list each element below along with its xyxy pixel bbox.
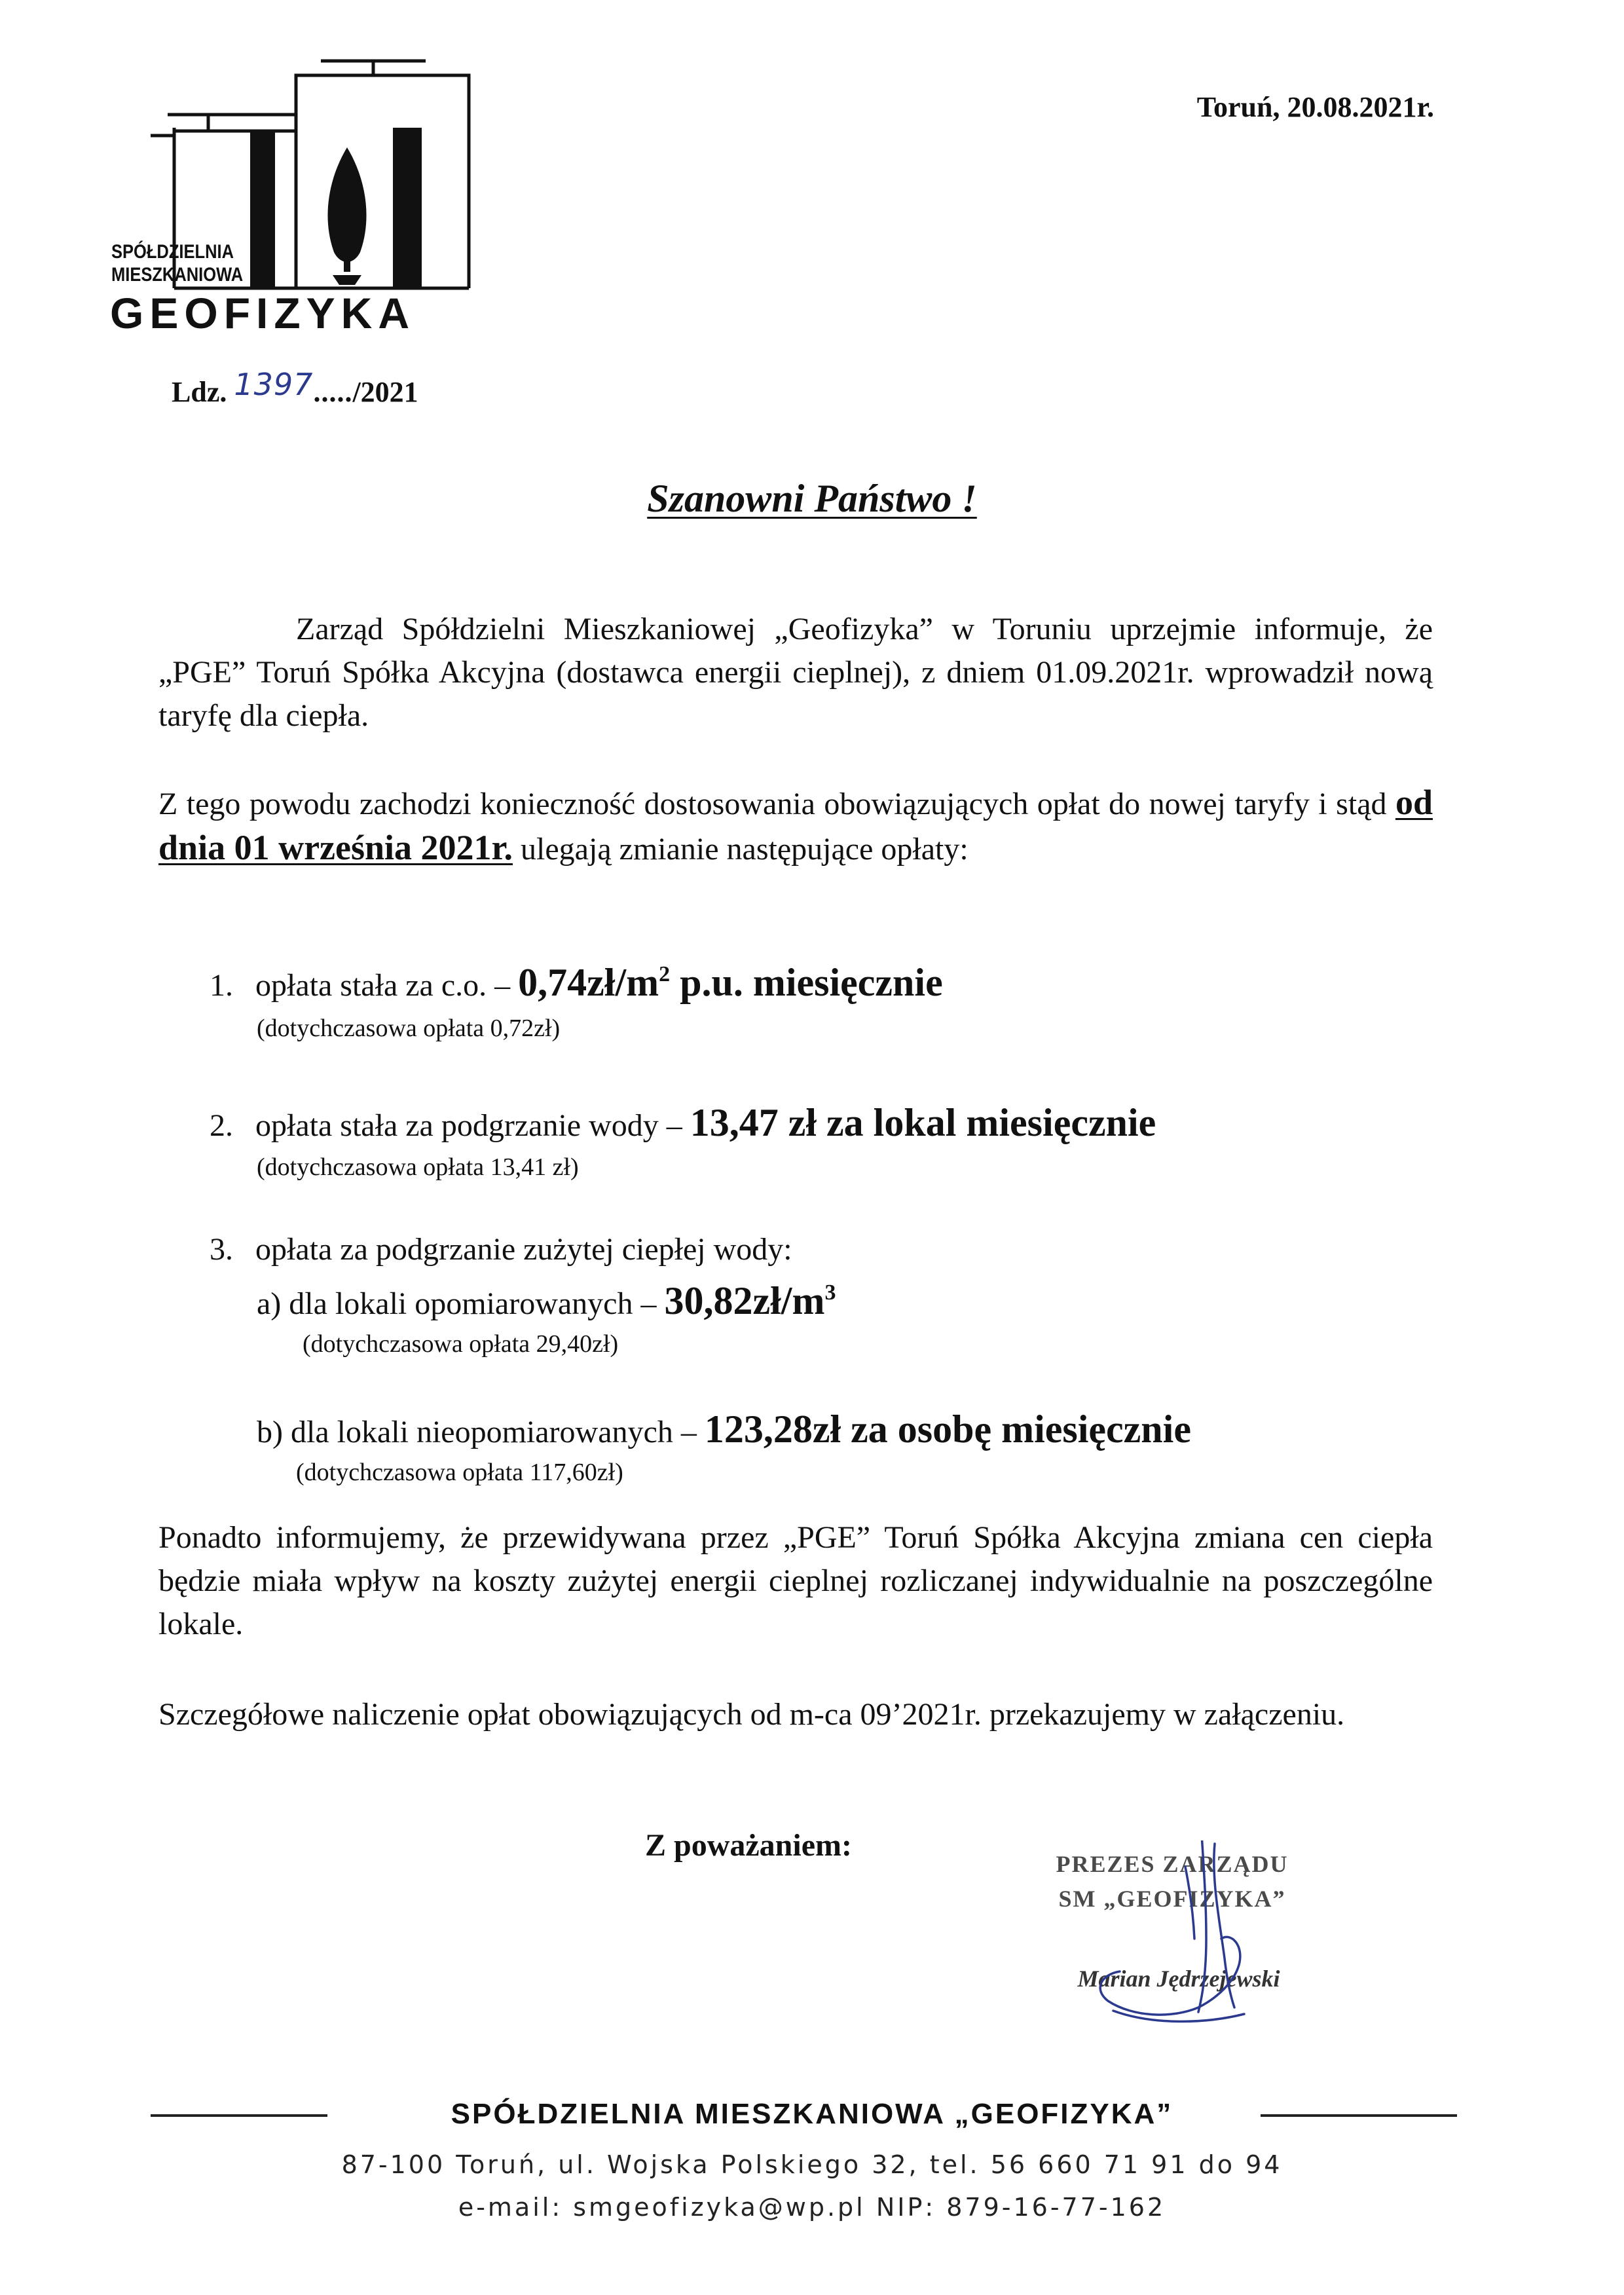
ldz-dots: .....	[313, 376, 353, 408]
paragraph-2-start: Z tego powodu zachodzi konieczność dostosowania obowiązujących opłat do nowej taryfy i stąd	[158, 787, 1395, 821]
paragraph-2-end: ulegają zmianie następujące opłaty:	[513, 832, 969, 867]
signature-stamp	[1035, 1840, 1362, 2037]
paragraph-3: Ponadto informujemy, że przewidywana przez „PGE” Toruń Spółka Akcyjna zmiana cen ciepła będzie miała wpływ na koszty zużytej energii cieplnej rozliczanej indywidualnie na poszczególne lokale.	[158, 1520, 1433, 1641]
item-text: opłata stała za podgrzanie wody –	[255, 1108, 690, 1143]
item-number: 2.	[210, 1108, 233, 1143]
footer-contact: e-mail: smgeofizyka@wp.pl NIP: 879-16-77-162	[458, 2193, 1166, 2222]
paragraph-1: Zarząd Spółdzielni Mieszkaniowej „Geofizyka” w Toruniu uprzejmie informuje, że „PGE” Toruń Spółka Akcyjna (dostawca energii cieplnej), z dniem 01.09.2021r. wprowadził nową taryfę dla ciepła.	[158, 612, 1433, 733]
item-3b-text: b) dla lokali nieopomiarowanych –	[257, 1415, 705, 1449]
logo-line-1: SPÓŁDZIELNIA	[111, 241, 234, 263]
stamp-name: Marian Jędrzejewski	[1077, 1966, 1280, 1992]
ldz-suffix: /2021	[352, 376, 418, 408]
item-text: opłata stała za c.o. –	[255, 968, 519, 1003]
item-3b-value: 123,28zł za osobę miesięcznie	[704, 1408, 1191, 1451]
item-value: $0,74zł/m^2$ p.u. miesięcznie	[518, 961, 943, 1004]
effective-date: od dnia 01 września 2021r.	[158, 783, 1433, 867]
stamp-line-1: PREZES ZARZĄDU	[1056, 1851, 1289, 1877]
item-number: 1.	[210, 968, 233, 1003]
fee-item-3b-previous: (dotychczasowa opłata 117,60zł)	[296, 1459, 623, 1486]
closing: Z poważaniem:	[645, 1828, 852, 1863]
cooperative-logo	[111, 56, 478, 344]
paragraph-4: Szczegółowe naliczenie opłat obowiązujących od m-ca 09’2021r. przekazujemy w załączeniu.	[158, 1697, 1345, 1732]
ldz-prefix: Ldz.	[172, 376, 227, 408]
paragraph-2	[158, 781, 1433, 871]
fee-item-1	[210, 960, 943, 1005]
reference-number	[172, 367, 418, 409]
item-text: opłata za podgrzanie zużytej ciepłej wody:	[255, 1232, 792, 1267]
item-3a-text: a) dla lokali opomiarowanych –	[257, 1286, 665, 1321]
fee-item-3a-previous: (dotychczasowa opłata 29,40zł)	[303, 1330, 619, 1358]
item-3a-value: $30,82zł/m^3$	[664, 1279, 836, 1322]
fee-item-3a	[257, 1278, 836, 1324]
logo-line-2: MIESZKANIOWA	[111, 264, 244, 286]
fee-item-3b	[257, 1407, 1191, 1452]
fee-item-1-previous: (dotychczasowa opłata 0,72zł)	[257, 1015, 561, 1042]
stamp-line-2: SM „GEOFIZYKA”	[1058, 1886, 1286, 1912]
logo-name: GEOFIZYKA	[110, 289, 416, 337]
footer-address: 87-100 Toruń, ul. Wojska Polskiego 32, tel. 56 660 71 91 do 94	[341, 2150, 1283, 2179]
ldz-handwritten-number: 1397	[234, 367, 314, 402]
letter-date: Toruń, 20.08.2021r.	[1196, 91, 1434, 123]
fee-item-2	[210, 1100, 1156, 1146]
item-number: 3.	[210, 1232, 233, 1267]
footer-title: SPÓŁDZIELNIA MIESZKANIOWA „GEOFIZYKA”	[451, 2098, 1173, 2130]
fee-item-2-previous: (dotychczasowa opłata 13,41 zł)	[257, 1153, 579, 1181]
fee-item-3	[210, 1231, 792, 1267]
salutation: Szanowni Państwo !	[647, 477, 977, 520]
item-value: 13,47 zł za lokal miesięcznie	[690, 1101, 1156, 1144]
signature-icon	[1035, 1840, 1362, 2037]
